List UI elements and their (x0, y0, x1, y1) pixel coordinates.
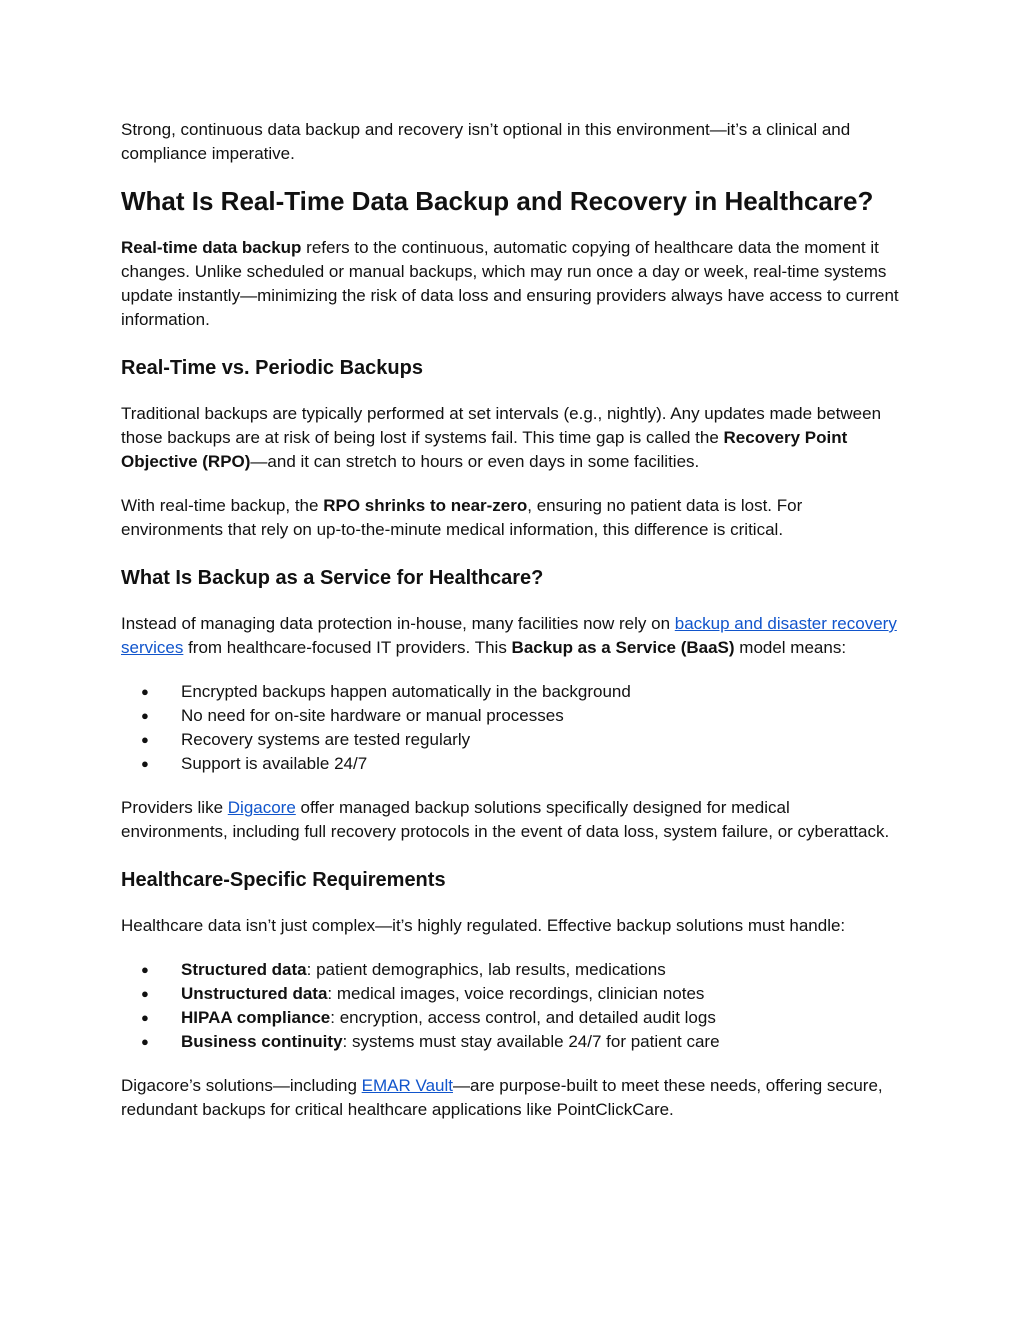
bullet-icon: ● (141, 708, 149, 723)
list-item-text: No need for on-site hardware or manual processes (181, 706, 564, 725)
requirements-bullet-list (121, 958, 901, 1054)
list-item (121, 704, 901, 728)
requirements-intro-text: Healthcare data isn’t just complex—it’s highly regulated. Effective backup solutions must handle: (121, 916, 846, 935)
bullet-icon: ● (141, 756, 149, 771)
bullet-icon: ● (141, 986, 149, 1001)
baas-bullet-list (121, 680, 901, 776)
list-item-term: Structured data (181, 960, 307, 979)
baas-text-end: model means: (734, 638, 847, 657)
list-item-term: Business continuity (181, 1032, 343, 1051)
baas-text-start: Instead of managing data protection in-house, many facilities now rely on (121, 614, 675, 633)
list-item (121, 680, 901, 704)
list-item-text: Encrypted backups happen automatically in the background (181, 682, 631, 701)
list-item-text: Support is available 24/7 (181, 754, 368, 773)
traditional-text-end: —and it can stretch to hours or even days in some facilities. (250, 452, 700, 471)
rpo-text-start: With real-time backup, the (121, 496, 324, 515)
backup-disaster-recovery-link[interactable]: backup and disaster recovery services (121, 614, 897, 657)
bullet-icon: ● (141, 1034, 149, 1049)
baas-term: Backup as a Service (BaaS) (511, 638, 735, 657)
list-item (121, 958, 901, 982)
rpo-text-end: , ensuring no patient data is lost. For environments that rely on up-to-the-minute medical information, this difference is critical. (121, 496, 803, 539)
list-item (121, 728, 901, 752)
providers-text-end: offer managed backup solutions specifically designed for medical environments, including full recovery protocols in the event of data loss, system failure, or cyberattack. (121, 798, 890, 841)
definition-text: refers to the continuous, automatic copying of healthcare data the moment it changes. Unlike scheduled or manual backups, which may run once a day or week, real-time systems update instantly—minimizing the risk of data loss and ensuring providers always have access to current information. (121, 238, 899, 329)
section-heading-rt-vs-periodic: Real-Time vs. Periodic Backups (121, 357, 423, 379)
emar-vault-link[interactable]: EMAR Vault (361, 1076, 453, 1095)
providers-paragraph (121, 796, 901, 844)
list-item-text: Recovery systems are tested regularly (181, 730, 471, 749)
intro-paragraph (121, 118, 901, 166)
list-item (121, 982, 901, 1006)
bullet-icon: ● (141, 1010, 149, 1025)
definition-paragraph (121, 236, 901, 332)
list-item-text: : medical images, voice recordings, clinician notes (327, 984, 705, 1003)
closing-text-end: —are purpose-built to meet these needs, offering secure, redundant backups for critical healthcare applications like PointClickCare. (121, 1076, 883, 1119)
realtime-rpo-paragraph (121, 494, 901, 542)
list-item-text: : encryption, access control, and detailed audit logs (330, 1008, 716, 1027)
requirements-intro-paragraph (121, 914, 901, 938)
providers-text-start: Providers like (121, 798, 228, 817)
baas-text-mid: from healthcare-focused IT providers. This (183, 638, 512, 657)
list-item (121, 1030, 901, 1054)
traditional-text-start: Traditional backups are typically performed at set intervals (e.g., nightly). Any updates made between those backups are at risk of being lost if systems fail. This time gap is called the (121, 404, 882, 447)
closing-text-start: Digacore’s solutions—including (121, 1076, 362, 1095)
bullet-icon: ● (141, 684, 149, 699)
section-heading-requirements: Healthcare-Specific Requirements (121, 869, 446, 891)
document-page (121, 118, 901, 1122)
rpo-term: Recovery Point Objective (RPO) (121, 428, 848, 471)
section-heading-baas: What Is Backup as a Service for Healthcare? (121, 567, 544, 589)
list-item-text: : systems must stay available 24/7 for patient care (342, 1032, 720, 1051)
list-item (121, 1006, 901, 1030)
page-title: What Is Real-Time Data Backup and Recovery in Healthcare? (121, 186, 874, 216)
bullet-icon: ● (141, 732, 149, 747)
definition-bold: Real-time data backup (121, 238, 302, 257)
digacore-link[interactable]: Digacore (227, 798, 296, 817)
list-item-text: : patient demographics, lab results, medications (306, 960, 666, 979)
closing-paragraph (121, 1074, 901, 1122)
list-item (121, 752, 901, 776)
list-item-term: Unstructured data (181, 984, 328, 1003)
bullet-icon: ● (141, 962, 149, 977)
list-item-term: HIPAA compliance (181, 1008, 331, 1027)
rpo-near-zero: RPO shrinks to near-zero (323, 496, 528, 515)
intro-text: Strong, continuous data backup and recovery isn’t optional in this environment—it’s a clinical and compliance imperative. (121, 120, 851, 163)
baas-intro-paragraph (121, 612, 901, 660)
traditional-backups-paragraph (121, 402, 901, 474)
